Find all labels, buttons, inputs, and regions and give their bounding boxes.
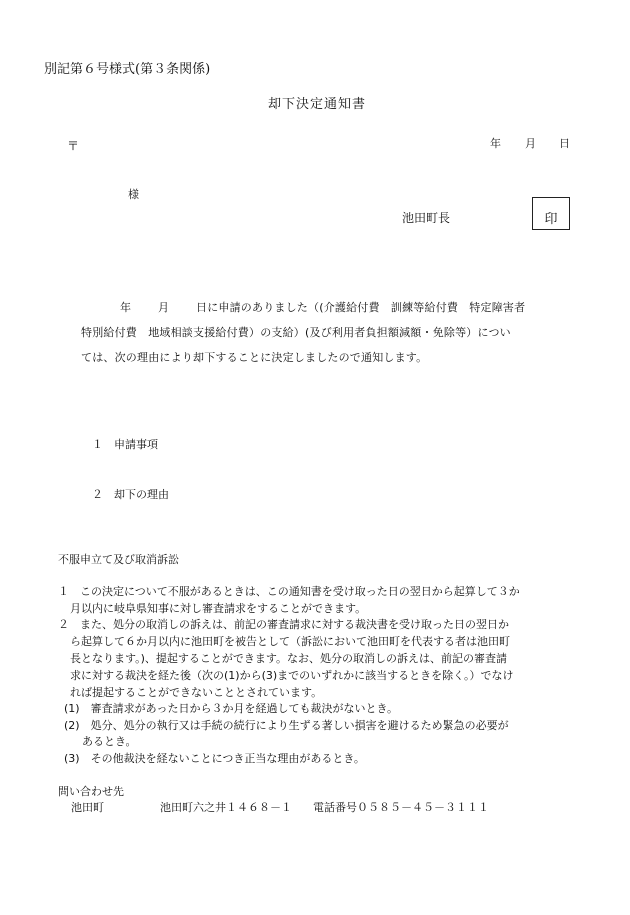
appeal-condition-2-line-1: (2) 処分、処分の執行又は手続の続行により生ずる著しい損害を避けるため緊急の必要が bbox=[64, 719, 509, 732]
appeal-p1-line-2: 月以内に岐阜県知事に対し審査請求をすることができます。 bbox=[70, 602, 367, 615]
contact-office: 池田町 bbox=[71, 801, 104, 814]
contact-heading: 問い合わせ先 bbox=[58, 785, 124, 798]
item-rejection-reason: ２ 却下の理由 bbox=[92, 488, 169, 501]
appeal-p1-line-1: １ この決定について不服があるときは、この通知書を受け取った日の翌日から起算して３か bbox=[58, 585, 520, 598]
form-label: 別記第６号様式(第３条関係) bbox=[44, 62, 211, 77]
appeal-p2-line-1: ２ また、処分の取消しの訴えは、前記の審査請求に対する裁決書を受け取った日の翌日か bbox=[58, 618, 509, 631]
date-day: 日 bbox=[559, 137, 570, 150]
body-line-1: 日に申請のありました（(介護給付費 訓練等給付費 特定障害者 bbox=[196, 301, 526, 314]
appeal-p2-line-2: ら起算して６か月以内に池田町を被告として（訴訟において池田町を代表する者は池田町 bbox=[70, 635, 510, 648]
postal-mark: 〒 bbox=[67, 139, 80, 153]
appeal-p2-line-3: 長となります。)、提起することができます。なお、処分の取消しの訴えは、前記の審査請 bbox=[70, 652, 508, 665]
appeal-condition-3: (3) その他裁決を経ないことにつき正当な理由があるとき。 bbox=[64, 752, 365, 765]
appeal-heading: 不服申立て及び取消訴訟 bbox=[58, 553, 179, 566]
appeal-condition-1: (1) 審査請求があった日から３か月を経過しても裁決がないとき。 bbox=[64, 702, 399, 715]
addressee-suffix: 様 bbox=[128, 188, 139, 201]
appeal-condition-2-line-2: あるとき。 bbox=[82, 735, 137, 748]
contact-address: 池田町六之井１４６８－１ bbox=[160, 801, 292, 814]
seal-label: 印 bbox=[544, 212, 558, 227]
issuer-name: 池田町長 bbox=[402, 211, 451, 225]
seal-box bbox=[532, 197, 570, 230]
appeal-p2-line-5: れば提起することができないこととされています。 bbox=[70, 686, 323, 699]
appeal-p2-line-4: 求に対する裁決を経た後（次の(1)から(3)までのいずれかに該当するときを除く。）でなけ bbox=[70, 669, 514, 682]
contact-phone: 電話番号０５８５－４５－３１１１ bbox=[313, 801, 489, 814]
item-application: １ 申請事項 bbox=[92, 438, 158, 451]
date-month: 月 bbox=[525, 137, 536, 150]
body-year: 年 bbox=[120, 301, 131, 314]
date-year: 年 bbox=[490, 137, 501, 150]
body-line-2: 特別給付費 地域相談支援給付費）の支給）(及び利用者負担額減額・免除等）につい bbox=[81, 326, 511, 339]
body-line-3: ては、次の理由により却下することに決定しましたので通知します。 bbox=[81, 351, 428, 364]
body-month: 月 bbox=[158, 301, 169, 314]
document-title: 却下決定通知書 bbox=[268, 97, 367, 112]
